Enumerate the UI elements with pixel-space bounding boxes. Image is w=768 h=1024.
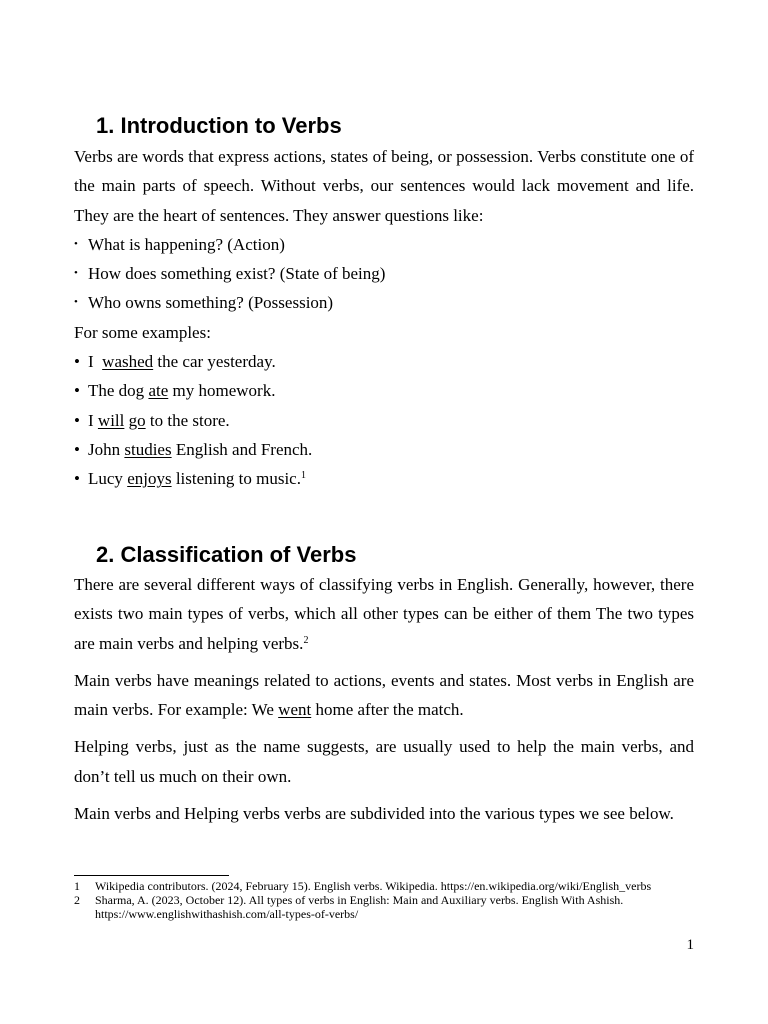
footnote-item [74, 893, 704, 921]
paragraph-text: home after the match. [311, 700, 464, 720]
example-text: to the store. [145, 410, 230, 430]
example-text: Lucy [88, 469, 128, 489]
example-text: my homework. [168, 381, 276, 401]
list-item [74, 464, 694, 493]
list-item [74, 347, 694, 376]
paragraph-text: Main verbs have meanings related to actions, events and states. Most verbs in English are main verbs. For example: We [74, 670, 694, 720]
classification-paragraph-4: Main verbs and Helping verbs verbs are subdivided into the various types we see below. [74, 804, 674, 824]
classification-paragraph-2 [74, 666, 694, 725]
paragraph-text: There are several different ways of classifying verbs in English. Generally, however, there exists two main types of verbs, which all other types can be either of them The two types are main verbs and helping verbs. [74, 575, 694, 653]
example-text: English and French. [171, 439, 313, 459]
verb-highlight: will [97, 410, 125, 430]
example-text: John [88, 439, 125, 459]
verb-highlight: washed [102, 352, 154, 372]
examples-label: For some examples: [74, 322, 211, 342]
section-classification-body [74, 570, 694, 828]
verb-highlight: ate [148, 381, 169, 401]
example-text: I [88, 352, 103, 372]
page-number: 1 [686, 937, 694, 953]
footnote-text: Sharma, A. (2023, October 12). All types of verbs in English: Main and Auxiliary verbs. English With Ashish. https://www.englishwithashish.com/all-types-of-verbs/ [95, 893, 624, 921]
intro-paragraph: Verbs are words that express actions, states of being, or possession. Verbs constitute one of the main parts of speech. Without verbs, our sentences would lack movement and life. They are the heart of sentences. They answer questions like: [74, 147, 694, 225]
section-heading-classification: 2. Classification of Verbs [96, 542, 357, 567]
footnote-separator [74, 875, 229, 876]
footnote-number: 2 [74, 893, 80, 907]
footnotes [74, 879, 704, 921]
questions-list [74, 230, 694, 318]
verb-highlight: went [278, 700, 312, 720]
section-introduction-body [74, 142, 694, 494]
list-item [74, 376, 694, 405]
verb-highlight: enjoys [127, 469, 172, 489]
verb-highlight: go [128, 410, 146, 430]
list-item [74, 406, 694, 435]
list-item: • Who owns something? (Possession) [74, 288, 694, 317]
example-text: the car yesterday. [153, 352, 276, 372]
classification-paragraph-3: Helping verbs, just as the name suggests, are usually used to help the main verbs, and don’t tell us much on their own. [74, 737, 694, 786]
example-text: I [88, 410, 98, 430]
examples-list [74, 347, 694, 493]
list-item: • What is happening? (Action) [74, 230, 694, 259]
footnote-text: Wikipedia contributors. (2024, February 15). English verbs. Wikipedia. https://en.wikipedia.org/wiki/English_verbs [95, 879, 652, 893]
list-item: • How does something exist? (State of being) [74, 259, 694, 288]
footnote-ref[interactable]: 1 [300, 470, 306, 482]
section-heading-introduction: 1. Introduction to Verbs [96, 113, 342, 138]
footnote-item [74, 879, 704, 893]
example-text: The dog [88, 381, 149, 401]
list-item [74, 435, 694, 464]
verb-highlight: studies [124, 439, 172, 459]
footnote-number: 1 [74, 879, 80, 893]
footnote-ref[interactable]: 2 [303, 634, 309, 646]
example-text: listening to music. [171, 469, 301, 489]
classification-paragraph-1 [74, 570, 694, 658]
